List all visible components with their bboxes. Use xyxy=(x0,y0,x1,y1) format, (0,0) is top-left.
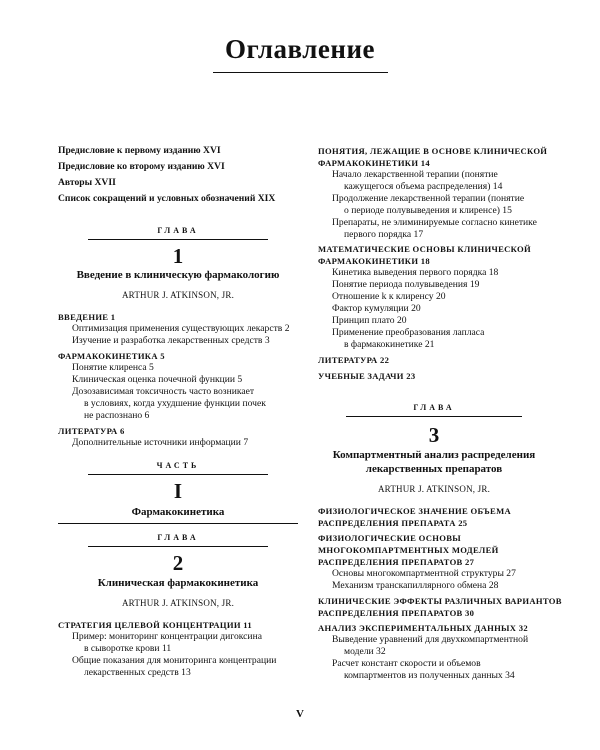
part-1-label: ЧАСТЬ xyxy=(156,461,200,470)
toc-section-head[interactable]: ВВЕДЕНИЕ 1 xyxy=(58,312,116,322)
part-1-title[interactable]: Фармакокинетика xyxy=(131,506,225,518)
chapter-3-rule xyxy=(346,416,522,417)
toc-item[interactable]: Дополнительные источники информации 7 xyxy=(72,437,249,448)
chapter-2-label: ГЛАВА xyxy=(157,533,199,542)
toc-section-head[interactable]: ФИЗИОЛОГИЧЕСКОЕ ЗНАЧЕНИЕ ОБЪЕМА xyxy=(318,506,511,516)
toc-item[interactable]: Расчет констант скорости и объемов xyxy=(332,658,481,669)
toc-section-head-cont[interactable]: РАСПРЕДЕЛЕНИЯ ПРЕПАРАТОВ 30 xyxy=(318,608,475,618)
toc-item[interactable]: Выведение уравнений для двухкомпартментной xyxy=(332,634,529,645)
chapter-3-title-cont[interactable]: лекарственных препаратов xyxy=(365,463,503,475)
toc-item[interactable]: Продолжение лекарственной терапии (понятие xyxy=(332,193,525,204)
toc-section-head-cont[interactable]: ФАРМАКОКИНЕТИКИ 14 xyxy=(318,158,430,168)
toc-item[interactable]: Механизм транскапиллярного обмена 28 xyxy=(332,580,499,591)
toc-item[interactable]: Основы многокомпартментной структуры 27 xyxy=(332,568,516,579)
toc-entry-preface-1[interactable]: Предисловие к первому изданию XVI xyxy=(58,145,221,156)
toc-item-cont[interactable]: компартментов из полученных данных 34 xyxy=(344,670,515,681)
chapter-1-author: ARTHUR J. ATKINSON, JR. xyxy=(121,290,235,300)
toc-entry-abbreviations[interactable]: Список сокращений и условных обозначений XIX xyxy=(58,193,276,204)
toc-item[interactable]: Оптимизация применения существующих лекарств 2 xyxy=(72,323,290,334)
toc-item[interactable]: Начало лекарственной терапии (понятие xyxy=(332,169,498,180)
chapter-1-title[interactable]: Введение в клиническую фармакологию xyxy=(76,269,280,281)
toc-item[interactable]: Изучение и разработка лекарственных средств 3 xyxy=(72,335,270,346)
toc-section-head[interactable]: СТРАТЕГИЯ ЦЕЛЕВОЙ КОНЦЕНТРАЦИИ 11 xyxy=(58,620,252,630)
toc-item[interactable]: Применение преобразования лапласа xyxy=(332,327,485,338)
toc-item[interactable]: Принцип плато 20 xyxy=(332,315,407,326)
toc-section-head-cont[interactable]: МНОГОКОМПАРТМЕНТНЫХ МОДЕЛЕЙ xyxy=(318,545,499,555)
toc-section-head[interactable]: ПОНЯТИЯ, ЛЕЖАЩИЕ В ОСНОВЕ КЛИНИЧЕСКОЙ xyxy=(318,146,548,156)
toc-item-cont[interactable]: в фармакокинетике 21 xyxy=(344,339,435,350)
toc-item-cont[interactable]: в сыворотке крови 11 xyxy=(84,643,172,654)
toc-section-head[interactable]: КЛИНИЧЕСКИЕ ЭФФЕКТЫ РАЗЛИЧНЫХ ВАРИАНТОВ xyxy=(318,596,562,606)
toc-section-head[interactable]: ЛИТЕРАТУРА 6 xyxy=(58,426,125,436)
toc-item[interactable]: Понятие клиренса 5 xyxy=(72,362,154,373)
chapter-3-author: ARTHUR J. ATKINSON, JR. xyxy=(377,484,491,494)
toc-item[interactable]: Пример: мониторинг концентрации дигоксина xyxy=(72,631,262,642)
toc-item-cont[interactable]: в условиях, когда ухудшение функции почек xyxy=(84,398,266,409)
toc-section-head[interactable]: ЛИТЕРАТУРА 22 xyxy=(318,355,390,365)
part-1-rule xyxy=(88,474,268,475)
chapter-3-label: ГЛАВА xyxy=(413,403,455,412)
toc-section-head[interactable]: МАТЕМАТИЧЕСКИЕ ОСНОВЫ КЛИНИЧЕСКОЙ xyxy=(318,244,531,254)
toc-item-cont[interactable]: первого порядка 17 xyxy=(344,229,424,240)
toc-item[interactable]: Дозозависимая токсичность часто возникает xyxy=(72,386,255,397)
toc-section-head[interactable]: ФИЗИОЛОГИЧЕСКИЕ ОСНОВЫ xyxy=(318,533,461,543)
toc-section-head-cont[interactable]: РАСПРЕДЕЛЕНИЯ ПРЕПАРАТОВ 27 xyxy=(318,557,475,567)
toc-item[interactable]: Препараты, не элиминируемые согласно кинетике xyxy=(332,217,537,228)
toc-item-cont[interactable]: модели 32 xyxy=(344,646,386,657)
toc-section-head[interactable]: ФАРМАКОКИНЕТИКА 5 xyxy=(58,351,165,361)
toc-entry-authors[interactable]: Авторы XVII xyxy=(58,177,116,188)
page-number: V xyxy=(296,708,304,720)
toc-item[interactable]: Общие показания для мониторинга концентрации xyxy=(72,655,277,666)
toc-entry-preface-2[interactable]: Предисловие ко второму изданию XVI xyxy=(58,161,225,172)
toc-item[interactable]: Отношение k к клиренсу 20 xyxy=(332,291,446,302)
chapter-2-number: 2 xyxy=(172,551,184,575)
toc-item-cont[interactable]: лекарственных средств 13 xyxy=(84,667,191,678)
part-1-bottom-rule xyxy=(58,523,298,524)
toc-item-cont[interactable]: о периоде полувыведения и клиренсе) 15 xyxy=(344,205,512,216)
toc-item-cont[interactable]: не распознано 6 xyxy=(84,410,150,421)
chapter-1-number: 1 xyxy=(172,244,184,268)
page-title: Оглавление xyxy=(225,34,375,64)
toc-section-head[interactable]: АНАЛИЗ ЭКСПЕРИМЕНТАЛЬНЫХ ДАННЫХ 32 xyxy=(318,623,528,633)
chapter-3-title[interactable]: Компартментный анализ распределения xyxy=(332,449,536,461)
toc-section-head-cont[interactable]: РАСПРЕДЕЛЕНИЯ ПРЕПАРАТА 25 xyxy=(318,518,468,528)
chapter-1-rule xyxy=(88,239,268,240)
chapter-3-number: 3 xyxy=(428,423,440,447)
toc-item[interactable]: Понятие периода полувыведения 19 xyxy=(332,279,480,290)
chapter-2-author: ARTHUR J. ATKINSON, JR. xyxy=(121,598,235,608)
toc-item[interactable]: Клиническая оценка почечной функции 5 xyxy=(72,374,243,385)
toc-item[interactable]: Фактор кумуляции 20 xyxy=(332,303,421,314)
toc-section-head-cont[interactable]: ФАРМАКОКИНЕТИКИ 18 xyxy=(318,256,430,266)
chapter-2-title[interactable]: Клиническая фармакокинетика xyxy=(97,577,259,589)
toc-item-cont[interactable]: кажущегося объема распределения) 14 xyxy=(344,181,503,192)
part-1-number: I xyxy=(173,479,183,503)
chapter-1-label: ГЛАВА xyxy=(157,226,199,235)
toc-section-head[interactable]: УЧЕБНЫЕ ЗАДАЧИ 23 xyxy=(318,371,416,381)
title-underline xyxy=(213,72,388,73)
chapter-2-rule xyxy=(88,546,268,547)
toc-item[interactable]: Кинетика выведения первого порядка 18 xyxy=(332,267,499,278)
